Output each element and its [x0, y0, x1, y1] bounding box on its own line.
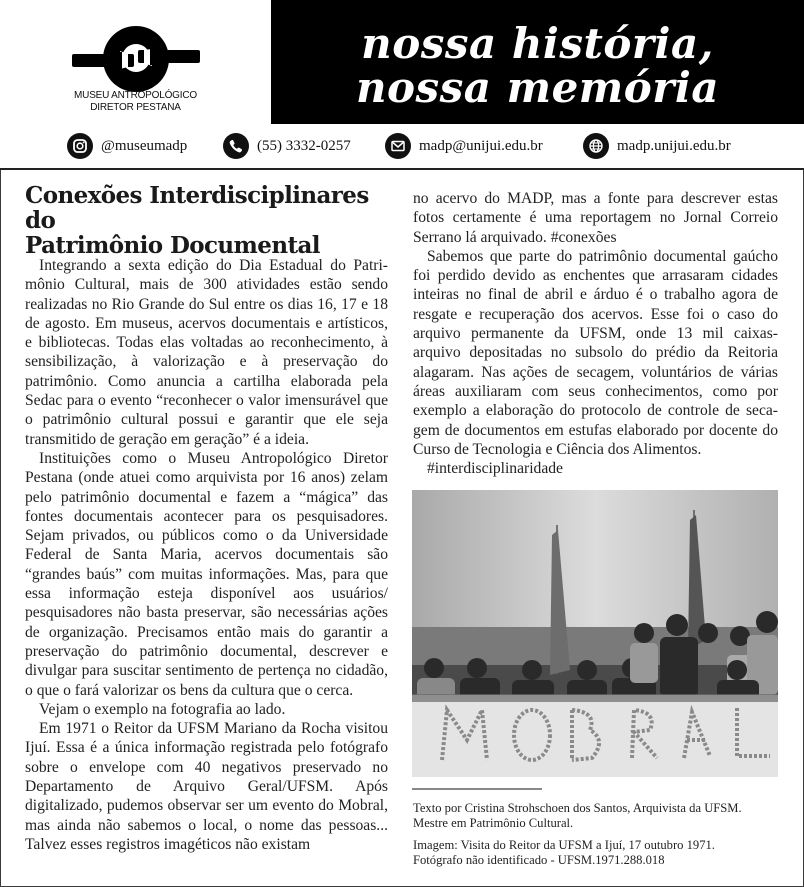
paragraph: Instituições como o Museu Antropológico Diretor Pestana (onde atuei como arquivista por 16 anos) zelam pelo patrimônio documental e fazem a “mágica” das fontes documentais acontecer para os pesquisadores. Sejam privados, ou públicos como o da Universidade Federal de Santa Maria, acervos documentais são “grandes baús” com muitas informações. Mas, para que essa informação esteja disponível aos usuários/ pesquisadores não basta preservar, são necessárias ações de organização. Precisamos então mais do garantir a preservação do patrimônio documental, descrever e divulgar para suscitar sentimento de pertença no cidadão, o que o fará valorizar os bens da cultura que o cerca.	[25, 449, 388, 699]
article-column-right	[413, 189, 778, 478]
image-credit	[413, 838, 783, 867]
museum-logo-icon	[68, 24, 204, 92]
image-credit-line1: Imagem: Visita do Reitor da UFSM a Ijuí, 17 outubro 1971.	[413, 838, 715, 852]
image-credit-line2: Fotógrafo não identificado - UFSM.1971.288.018	[413, 852, 665, 867]
paragraph: Integrando a sexta edição do Dia Estadual do Patrimônio Cultural, mais de 300 atividades estão sendo realizadas no Rio Grande do Sul entre os dias 16, 17 e 18 de agosto. Em museus, acervos documentais e artísticos, e bibliotecas. Todas elas voltadas ao reconhecimento, à sensibilização, à valorização e à preservação do patrimônio. Como anuncia a cartilha elaborada pela Sedac para o evento “reconhecer o valor imensurável que o patrimônio cultural possui e garantir que ele seja transmitido de geração em geração” é a ideia.	[25, 257, 388, 448]
photo-illustration	[412, 490, 778, 777]
article-title-line1: Conexões Interdisciplinares do	[25, 182, 369, 234]
logo-name-line1: MUSEU ANTROPOLÓGICO	[74, 90, 197, 101]
instagram-handle: @museumadp	[101, 137, 188, 154]
credits	[413, 801, 783, 875]
phone-icon	[223, 133, 249, 159]
header-banner	[271, 0, 804, 124]
article-title-line2: Patrimônio Documental	[25, 232, 320, 259]
paragraph: no acervo do MADP, mas a fonte para descrever estas fotos certamente é uma reportagem no Jornal Correio Serrano lá arquivado. #conexões	[413, 190, 778, 246]
paragraph: Vejam o exemplo na fotografia ao lado.	[39, 700, 286, 718]
article-title	[25, 183, 390, 258]
credits-divider	[412, 788, 542, 790]
globe-icon	[583, 133, 609, 159]
author-credit	[413, 801, 783, 830]
website-url: madp.unijui.edu.br	[617, 137, 731, 154]
article-column-left	[25, 256, 388, 854]
paragraph: Em 1971 o Reitor da UFSM Mariano da Rocha visitou Ijuí. Essa é a única informação registrada pelo fotógrafo sobre o envelope com 40 negativos preservado no Departamento de Arquivo Geral/UFSM. Após digitalizado, pudemos observar ser um evento do Mobral, mas ainda não sabemos o local, o nome das pessoas... Talvez esses registros imagéticos não existam	[25, 720, 388, 853]
author-credit-line1: Texto por Cristina Strohschoen dos Santos, Arquivista da UFSM.	[413, 801, 742, 815]
contact-bar	[0, 124, 804, 170]
instagram-icon	[67, 133, 93, 159]
contact-email[interactable]	[385, 133, 543, 159]
phone-number: (55) 3332-0257	[257, 137, 351, 154]
banner-title-line1: nossa história,	[361, 19, 714, 68]
banner-title	[271, 19, 804, 112]
email-address: madp@unijui.edu.br	[419, 137, 543, 154]
contact-website[interactable]	[583, 133, 731, 159]
logo-name-line2: DIRETOR PESTANA	[90, 102, 181, 113]
banner-title-line2: nossa memória	[355, 63, 720, 112]
museum-logo-area	[0, 0, 271, 126]
author-credit-line2: Mestre em Patrimônio Cultural.	[413, 815, 574, 830]
email-icon	[385, 133, 411, 159]
historical-photo	[412, 490, 778, 777]
hashtag: #interdisciplinaridade	[427, 460, 563, 478]
contact-phone[interactable]	[223, 133, 351, 159]
paragraph: Sabemos que parte do patrimônio documental gaúcho foi perdido devido as enchentes que arrasaram cidades inteiras no final de abril e árduo é o trabalho agora de resgate e recuperação dos acervos. Esse foi o caso do arquivo permanente da UFSM, onde 13 mil caixas-arquivo depositadas no subsolo do prédio da Reitoria alagaram. Nas ações de secagem, voluntários de várias áreas auxiliaram com seus conhecimentos, como por exemplo a elaboração do protocolo de controle de secagem de documentos em estufas elaborado por docente do Curso de Tecnologia e Ciência dos Alimentos.	[413, 247, 778, 458]
contact-instagram[interactable]	[67, 133, 187, 159]
